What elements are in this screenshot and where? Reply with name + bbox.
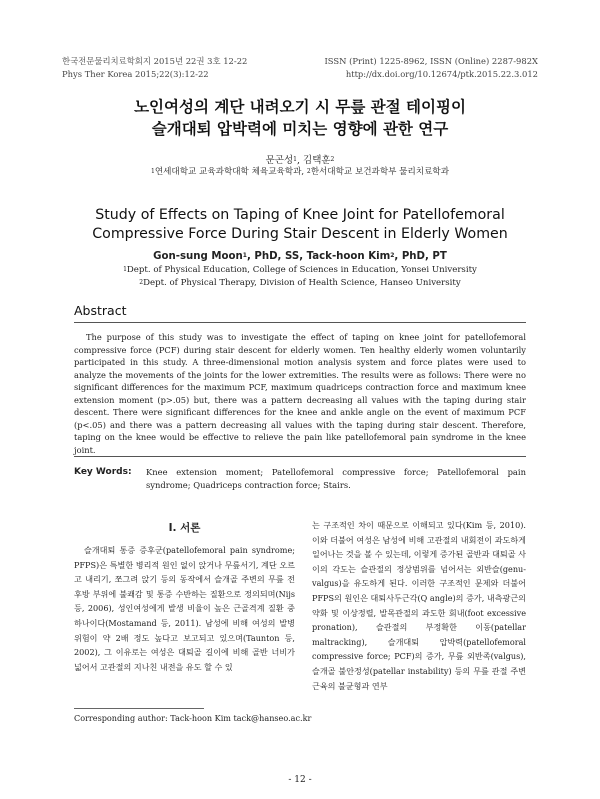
keywords-label: Key Words: [74, 467, 132, 477]
korean-aff-1: 연세대학교 교육과학대학 체육교육학과, [154, 167, 307, 177]
korean-affiliations [0, 166, 600, 179]
journal-en-line: Phys Ther Korea 2015;22(3):12-22 [62, 69, 209, 79]
section-heading-introduction: Ⅰ. 서론 [168, 522, 201, 534]
footnote-rule [74, 708, 204, 709]
korean-title-line-2: 슬개대퇴 압박력에 미치는 영향에 관한 연구 [151, 120, 449, 138]
english-author-2-mark: 2 [390, 252, 395, 259]
english-author-1-degrees: , PhD, SS, [246, 251, 307, 262]
abstract-body: The purpose of this study was to investigate the effect of taping on knee joint for patellofemoral compressive force (PCF) during stair descent for elderly women. Ten healthy elderly women voluntarily participated in this study. A three-dimensional motion analysis system and force plates were used to analyze the movements of the joints for the lower extremities. The results were as follows: There were no significant differences for the maximum PCF, maximum quadriceps contraction force and maximum knee extension moment (p>.05) but, there was a pattern decreasing all values with the taping during stair descent. There were significant differences for the knee and ankle angle on the event of maximum PCF (p<.05) and there was a pattern decreasing all values with the taping during stair descent. Therefore, taping on the knee would be effective to relieve the pain like patellofemoral pain syndrome in the knee joint. [74, 332, 526, 455]
korean-title [0, 96, 600, 140]
journal-ko-line: 한국전문물리치료학회지 2015년 22권 3호 12-22 [62, 56, 248, 66]
doi-line: http://dx.doi.org/10.12674/ptk.2015.22.3.012 [345, 69, 538, 79]
english-aff-2-line [0, 277, 600, 290]
english-aff-1-line [0, 264, 600, 277]
english-author-2-degrees: , PhD, PT [394, 251, 447, 262]
korean-author-separator: , [296, 155, 304, 166]
korean-title-line-1: 노인여성의 계단 내려오기 시 무릎 관절 테이핑이 [134, 98, 466, 116]
korean-author-1: 문곤성 [265, 155, 294, 166]
english-title [0, 206, 600, 244]
abstract-bottom-rule [74, 456, 526, 457]
english-title-line-2: Compressive Force During Stair Descent in Elderly Women [92, 226, 508, 242]
english-author-2: Tack-hoon Kim [306, 251, 391, 262]
intro-right-column: 는 구조적인 차이 때문으로 이해되고 있다(Kim 등, 2010). 이와 더불어 여성은 남성에 비해 고관절의 내회전이 과도하게 일어나는 것을 볼 수 있는데, 이렇게 증가된 골반과 대퇴골 사이의 각도는 슬관절의 정상범위를 넘어서는 외반슬(genu-valgus)을 유도하게 된다. 이러한 구조적인 문제와 더불어 PFPS의 원인은 대퇴사두근각(Q angle)의 증가, 내측광근의 약화 및 이상정렬, 발목관절의 과도한 회내(foot excessive pronation), 슬관절의 부정확한 이동(patellar maltracking), 슬개대퇴 압박력(patellofemoral compressive force; PCF)의 증가, 무릎 외반족(valgus), 슬개골 불안정성(patellar instability) 등의 무릎 관절 주변 근육의 불균형과 연부 [312, 520, 526, 691]
journal-header-right [324, 55, 538, 81]
korean-aff-1-mark: 1 [150, 168, 155, 175]
english-title-line-1: Study of Effects on Taping of Knee Joint for Patellofemoral [95, 207, 505, 223]
korean-author-2: 김택훈 [303, 155, 331, 166]
intro-left-column: 슬개대퇴 통증 증후군(patellofemoral pain syndrome; PFPS)은 특별한 병리적 원인 없이 앉거나 무릎서기, 계단 오르고 내리기, 쪼그려 앉기 등의 동작에서 슬개골 주변의 무릎 전후방 부위에 불쾌감 및 통증 수반하는 질환으로 정의되며(Nijs 등, 2006), 성인여성에게 발생 비율이 높은 근골격계 질환 중 하나이다(Mostamand 등, 2011). 남성에 비해 여성의 발병 위험이 약 2배 정도 높다고 보고되고 있으며(Taunton 등, 2002), 그 이유로는 여성은 대퇴골 길이에 비해 골반 너비가 넓어서 고관절의 지나친 내전을 유도 할 수 있 [74, 545, 295, 672]
english-aff-2: Dept. of Physical Therapy, Division of Health Science, Hanseo University [143, 278, 461, 288]
korean-aff-2-mark: 2 [306, 168, 311, 175]
abstract-heading: Abstract [74, 303, 127, 318]
corresponding-author-footnote: Corresponding author: Tack-hoon Kim tack@hanseo.ac.kr [74, 713, 312, 723]
keywords-text: Knee extension moment; Patellofemoral compressive force; Patellofemoral pain syndrome; Quadriceps contraction force; Stairs. [146, 467, 526, 490]
english-author-1: Gon-sung Moon [153, 251, 243, 262]
issn-line: ISSN (Print) 1225-8962, ISSN (Online) 2287-982X [324, 56, 538, 66]
english-aff-1: Dept. of Physical Education, College of Sciences in Education, Yonsei University [126, 265, 477, 275]
abstract-top-rule [74, 322, 526, 323]
english-aff-2-mark: 2 [139, 279, 144, 286]
english-affiliations [0, 264, 600, 290]
korean-author-1-mark: 1 [293, 156, 297, 163]
korean-author-2-mark: 2 [330, 156, 335, 163]
english-aff-1-mark: 1 [123, 266, 127, 273]
page-number: - 12 - [288, 775, 312, 785]
journal-header-left [62, 55, 247, 81]
english-authors [0, 250, 600, 264]
keywords-block [74, 466, 526, 491]
english-author-1-mark: 1 [242, 252, 247, 259]
korean-aff-2: 한서대학교 보건과학부 물리치료학과 [310, 167, 449, 177]
